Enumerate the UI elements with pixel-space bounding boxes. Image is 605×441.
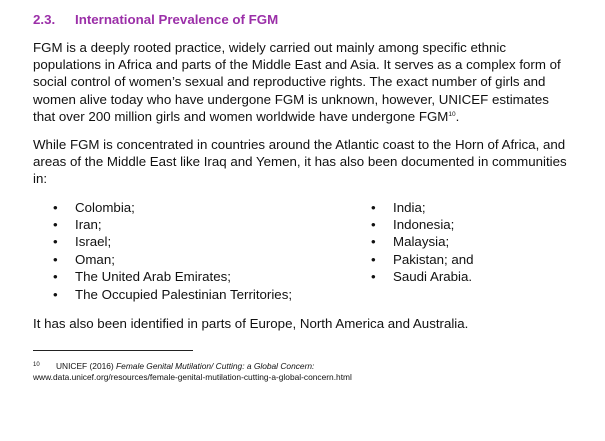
country-list-left [33,199,351,303]
closing-paragraph-text: It has also been identified in parts of Europe, North America and Australia. [33,316,469,332]
bullet-icon: • [371,234,376,250]
list-item [351,251,474,268]
list-item [33,199,351,216]
list-item-text: India; [393,199,426,215]
bullet-icon: • [371,217,376,233]
footnote [33,361,573,382]
list-item-text: The Occupied Palestinian Territories; [75,286,293,302]
intro-paragraph: FGM is a deeply rooted practice, widely carried out mainly among specific ethnic populations in Africa and parts of the Middle East and Asia. It serves as a complex form of social control of women’s sexual and reproductive rights. The exact number of girls and women alive today who have undergone FGM is unknown, however, UNICEF estimates that over 200 million girls and women worldwide have undergone FGM$^{10}$. [33,40,561,124]
list-item-text: Indonesia; [393,217,455,233]
list-item-text: The United Arab Emirates; [75,269,231,285]
list-item-text: Israel; [75,234,112,250]
bullet-icon: • [371,199,376,215]
list-item [33,286,351,303]
list-item-text: Colombia; [75,199,135,215]
country-list-right [351,199,474,303]
list-item-text: Pakistan; and [393,251,474,267]
footnote-source: UNICEF (2016) [56,361,114,372]
intro-paragraph-text: FGM is a deeply rooted practice, widely carried out mainly among specific ethnic populations in Africa and parts of the Middle East and Asia. It serves as a complex form of social control of women’s sexual and reproductive rights. The exact number of girls and women alive today who have undergone FGM is unknown, however, UNICEF estimates that over 200 million girls and women worldwide have undergone FGM [33,40,561,124]
list-item [351,216,474,233]
bullet-icon: • [371,269,376,285]
distribution-paragraph [33,136,573,188]
distribution-paragraph-text: While FGM is concentrated in countries around the Atlantic coast to the Horn of Africa, and areas of the Middle East like Iraq and Yemen, it has also been documented in communities in: [33,137,567,187]
footnote-citation: 10 UNICEF (2016) Female Genital Mutilation/ Cutting: a Global Concern: [33,361,315,372]
bullet-icon: • [53,217,58,233]
list-item [351,199,474,216]
list-item-text: Oman; [75,251,115,267]
list-item [33,268,351,285]
section-title: International Prevalence of FGM [75,12,279,27]
bullet-icon: • [53,269,58,285]
list-item [351,233,474,250]
bullet-icon: • [53,199,58,215]
list-item [33,216,351,233]
country-lists [33,199,573,303]
list-item [33,233,351,250]
bullet-icon: • [371,251,376,267]
list-item-text: Iran; [75,217,102,233]
footnote-title: Female Genital Mutilation/ Cutting: a Global Concern: [116,361,315,372]
bullet-icon: • [53,286,58,302]
bullet-icon: • [53,251,58,267]
list-item-text: Malaysia; [393,234,450,250]
document-page [33,12,573,382]
footnote-divider [33,350,193,351]
closing-paragraph [33,315,573,332]
list-item [351,268,474,285]
bullet-icon: • [53,234,58,250]
list-item-text: Saudi Arabia. [393,269,473,285]
section-number: 2.3. [33,12,56,27]
list-item [33,251,351,268]
footnote-reference[interactable]: 10 [448,110,456,118]
section-heading [33,12,573,27]
footnote-url[interactable]: www.data.unicef.org/resources/female-genital-mutilation-cutting-a-global-concern.html [33,371,352,382]
